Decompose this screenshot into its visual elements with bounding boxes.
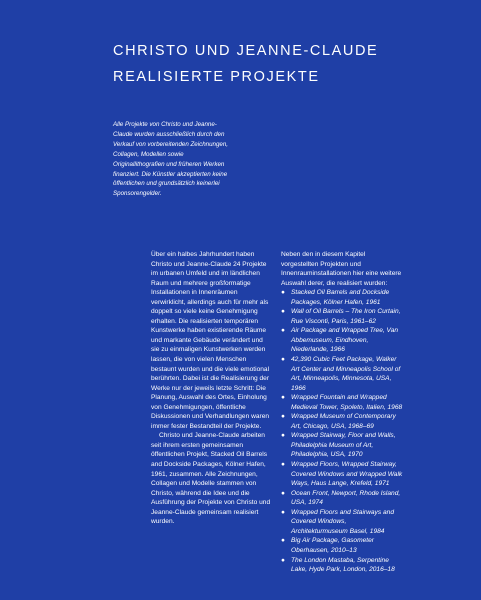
project-list-item <box>281 412 404 431</box>
project-list-column <box>281 250 404 575</box>
page-title <box>113 38 378 90</box>
project-list-item-text: Wrapped Museum of Contemporary Art, Chicago, USA, 1968–69 <box>291 413 396 430</box>
project-list-item <box>281 393 404 412</box>
bullet-icon: ● <box>281 432 285 440</box>
project-list-item-text: Wall of Oil Barrels – The Iron Curtain, Rue Visconti, Paris, 1961–62 <box>291 308 401 325</box>
project-list-item-text: Wrapped Floors, Wrapped Stairway, Covered Windows and Wrapped Walk Ways, Haus Lange, Krefeld, 1971 <box>291 461 403 488</box>
project-list-item-text: Wrapped Stairway, Floor and Walls, Philadelphia Museum of Art, Philadelphia, USA, 1970 <box>291 432 396 459</box>
title-line-1: CHRISTO UND JEANNE-CLAUDE <box>113 43 379 59</box>
project-list-item <box>281 508 404 537</box>
project-list-item <box>281 556 404 575</box>
project-list-intro: Neben den in diesem Kapitel vorgestellten Projekten und Innenrauminstallationen hier eine weitere Auswahl derer, die realisiert wurden: <box>281 251 402 287</box>
project-list-item <box>281 536 404 555</box>
project-list-item-text: Wrapped Floors and Stairways and Covered Windows, Architekturmuseum Basel, 1984 <box>291 508 394 535</box>
bullet-icon: ● <box>281 556 285 564</box>
project-list-item <box>281 307 404 326</box>
bullet-icon: ● <box>281 327 285 335</box>
project-list-item <box>281 326 404 355</box>
bullet-icon: ● <box>281 537 285 545</box>
bullet-icon: ● <box>281 413 285 421</box>
project-list-item <box>281 355 404 393</box>
project-list-item <box>281 431 404 460</box>
project-list-item <box>281 288 404 307</box>
bullet-icon: ● <box>281 394 285 402</box>
project-list-item-text: Ocean Front, Newport, Rhode Island, USA, 1974 <box>291 489 401 507</box>
project-list-item-text: The London Mastaba, Serpentine Lake, Hyde Park, London, 2016–18 <box>291 556 395 574</box>
project-list-item <box>281 489 404 508</box>
body-paragraph-1: Über ein halbes Jahrhundert haben Christo und Jeanne-Claude 24 Projekte im urbanen Umfeld und im ländlichen Raum und mehrere großformatige Installationen in Innenräumen verwirklicht, allerdings auch für mehr als doppelt so viele keine Genehmigung erhalten. Die realisierten temporären Kunstwerke haben existierende Räume und markante Gebäude verändert und sie zu einmaligen Kunstwerken werden lassen, die von vielen Menschen bestaunt wurden und die viele emotional berührten. Dabei ist die Realisierung der Werke nur der jeweils letzte Schritt: Die Planung, Auswahl des Ortes, Einholung von Genehmigungen, öffentliche Diskussionen und Verhandlungen waren immer fester Bestandteil der Projekte. <box>151 251 270 430</box>
project-list <box>281 288 404 574</box>
project-list-item-text: Air Package and Wrapped Tree, Van Abbemuseum, Eindhoven, Niederlande, 1966 <box>291 327 399 354</box>
bullet-icon: ● <box>281 289 285 297</box>
bullet-icon: ● <box>281 489 285 497</box>
body-paragraph-2: Christo und Jeanne-Claude arbeiten seit ihrem ersten gemeinsamen öffentlichen Projekt, Stacked Oil Barrels and Dockside Packages, Kölner Hafen, 1961, zusammen. Alle Zeichnungen, Collagen und Modelle stammen von Christo, während die Idee und die Ausführung der Projekte von Christo und Jeanne-Claude gemeinsam realisiert wurden. <box>151 432 271 526</box>
intro-text: Alle Projekte von Christo und Jeanne-Claude wurden ausschließlich durch den Verkauf von vorbereitenden Zeichnungen, Collagen, Modellen sowie Originallithografien und früheren Werken finanziert. Die Künstler akzeptierten keine öffentlichen und grundsätzlich keinerlei Sponsorengelder. <box>113 121 229 198</box>
bullet-icon: ● <box>281 308 285 316</box>
project-list-item <box>281 460 404 489</box>
bullet-icon: ● <box>281 508 285 516</box>
bullet-icon: ● <box>281 356 285 364</box>
project-list-item-text: Big Air Package, Gasometer Oberhausen, 2010–13 <box>291 537 374 554</box>
project-list-item-text: Wrapped Fountain and Wrapped Medieval Tower, Spoleto, Italien, 1968 <box>291 394 403 411</box>
project-list-item-text: 42,390 Cubic Feet Package, Walker Art Center and Minneapolis School of Art, Minneapolis, Minnesota, USA, 1966 <box>291 356 401 392</box>
body-column <box>151 250 273 527</box>
title-line-2: REALISIERTE PROJEKTE <box>113 69 320 85</box>
bullet-icon: ● <box>281 461 285 469</box>
project-list-item-text: Stacked Oil Barrels and Dockside Packages, Kölner Hafen, 1961 <box>291 289 390 306</box>
